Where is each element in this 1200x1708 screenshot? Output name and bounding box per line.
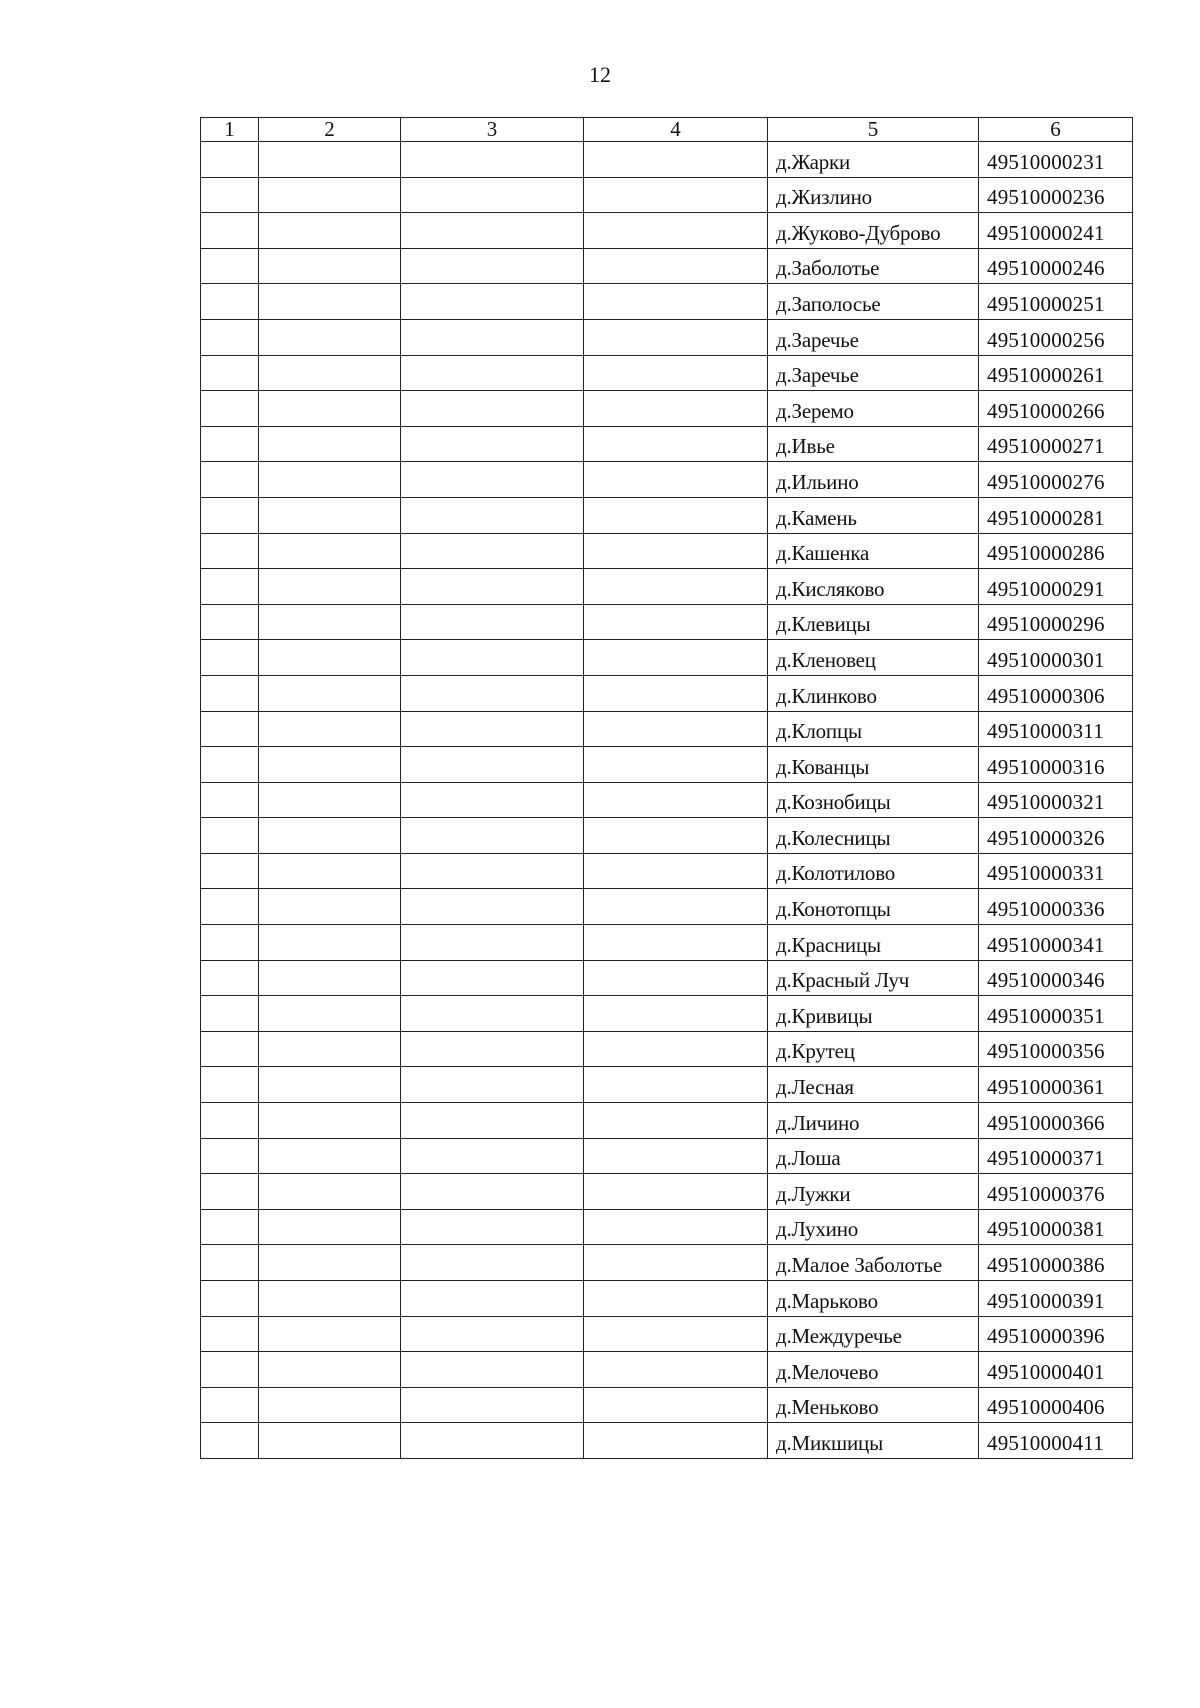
empty-cell-col-2 <box>259 1174 401 1210</box>
empty-cell-col-3 <box>401 213 584 249</box>
oktmo-code-cell: 49510000391 <box>979 1281 1133 1317</box>
table-row <box>201 711 1133 747</box>
empty-cell-col-1 <box>201 1031 259 1067</box>
empty-cell-col-3 <box>401 818 584 854</box>
empty-cell-col-2 <box>259 462 401 498</box>
empty-cell-col-1 <box>201 853 259 889</box>
settlement-name-cell: д.Мелочево <box>768 1352 979 1388</box>
settlement-name-cell: д.Малое Заболотье <box>768 1245 979 1281</box>
table-row <box>201 1245 1133 1281</box>
empty-cell-col-3 <box>401 604 584 640</box>
empty-cell-col-1 <box>201 533 259 569</box>
table-row <box>201 1387 1133 1423</box>
empty-cell-col-1 <box>201 1174 259 1210</box>
empty-cell-col-3 <box>401 284 584 320</box>
empty-cell-col-2 <box>259 248 401 284</box>
empty-cell-col-1 <box>201 925 259 961</box>
settlement-name-cell: д.Колесницы <box>768 818 979 854</box>
empty-cell-col-2 <box>259 391 401 427</box>
empty-cell-col-3 <box>401 747 584 783</box>
empty-cell-col-2 <box>259 996 401 1032</box>
table-row <box>201 747 1133 783</box>
empty-cell-col-1 <box>201 177 259 213</box>
page-number: 12 <box>589 62 611 87</box>
empty-cell-col-3 <box>401 1031 584 1067</box>
settlement-name-cell: д.Крутец <box>768 1031 979 1067</box>
empty-cell-col-1 <box>201 1209 259 1245</box>
empty-cell-col-2 <box>259 284 401 320</box>
table-row <box>201 177 1133 213</box>
empty-cell-col-1 <box>201 1067 259 1103</box>
empty-cell-col-1 <box>201 248 259 284</box>
settlement-name-cell: д.Кованцы <box>768 747 979 783</box>
empty-cell-col-2 <box>259 319 401 355</box>
oktmo-code-cell: 49510000401 <box>979 1352 1133 1388</box>
empty-cell-col-2 <box>259 675 401 711</box>
empty-cell-col-1 <box>201 497 259 533</box>
empty-cell-col-4 <box>584 1138 768 1174</box>
empty-cell-col-4 <box>584 248 768 284</box>
empty-cell-col-2 <box>259 1245 401 1281</box>
empty-cell-col-3 <box>401 996 584 1032</box>
empty-cell-col-2 <box>259 1352 401 1388</box>
empty-cell-col-4 <box>584 711 768 747</box>
empty-cell-col-4 <box>584 853 768 889</box>
empty-cell-col-3 <box>401 853 584 889</box>
empty-cell-col-2 <box>259 1031 401 1067</box>
empty-cell-col-3 <box>401 1209 584 1245</box>
empty-cell-col-4 <box>584 1103 768 1139</box>
empty-cell-col-3 <box>401 533 584 569</box>
table-row <box>201 533 1133 569</box>
settlement-name-cell: д.Заболотье <box>768 248 979 284</box>
empty-cell-col-3 <box>401 1103 584 1139</box>
empty-cell-col-2 <box>259 355 401 391</box>
empty-cell-col-1 <box>201 1423 259 1459</box>
oktmo-code-cell: 49510000316 <box>979 747 1133 783</box>
empty-cell-col-2 <box>259 569 401 605</box>
table-row <box>201 248 1133 284</box>
settlement-name-cell: д.Жизлино <box>768 177 979 213</box>
settlement-name-cell: д.Жарки <box>768 142 979 178</box>
oktmo-code-cell: 49510000301 <box>979 640 1133 676</box>
oktmo-code-cell: 49510000346 <box>979 960 1133 996</box>
empty-cell-col-1 <box>201 1138 259 1174</box>
empty-cell-col-4 <box>584 319 768 355</box>
empty-cell-col-2 <box>259 960 401 996</box>
empty-cell-col-1 <box>201 1387 259 1423</box>
empty-cell-col-1 <box>201 1316 259 1352</box>
table-row <box>201 889 1133 925</box>
settlement-name-cell: д.Клопцы <box>768 711 979 747</box>
empty-cell-col-2 <box>259 1281 401 1317</box>
empty-cell-col-3 <box>401 426 584 462</box>
empty-cell-col-3 <box>401 1174 584 1210</box>
oktmo-code-cell: 49510000291 <box>979 569 1133 605</box>
empty-cell-col-3 <box>401 782 584 818</box>
empty-cell-col-2 <box>259 1423 401 1459</box>
empty-cell-col-3 <box>401 1281 584 1317</box>
settlement-name-cell: д.Лухино <box>768 1209 979 1245</box>
empty-cell-col-3 <box>401 675 584 711</box>
empty-cell-col-3 <box>401 319 584 355</box>
empty-cell-col-1 <box>201 818 259 854</box>
empty-cell-col-4 <box>584 426 768 462</box>
oktmo-code-cell: 49510000271 <box>979 426 1133 462</box>
table-row <box>201 604 1133 640</box>
empty-cell-col-1 <box>201 1281 259 1317</box>
table-row <box>201 1423 1133 1459</box>
empty-cell-col-1 <box>201 355 259 391</box>
empty-cell-col-4 <box>584 1316 768 1352</box>
empty-cell-col-3 <box>401 497 584 533</box>
header-col-2: 2 <box>259 118 401 142</box>
empty-cell-col-3 <box>401 1245 584 1281</box>
oktmo-code-cell: 49510000336 <box>979 889 1133 925</box>
settlement-name-cell: д.Микшицы <box>768 1423 979 1459</box>
header-row <box>201 118 1133 142</box>
empty-cell-col-2 <box>259 925 401 961</box>
table-row <box>201 1209 1133 1245</box>
empty-cell-col-2 <box>259 1067 401 1103</box>
empty-cell-col-2 <box>259 1387 401 1423</box>
empty-cell-col-3 <box>401 925 584 961</box>
oktmo-code-cell: 49510000341 <box>979 925 1133 961</box>
empty-cell-col-3 <box>401 391 584 427</box>
oktmo-code-cell: 49510000386 <box>979 1245 1133 1281</box>
empty-cell-col-3 <box>401 142 584 178</box>
table-row <box>201 1352 1133 1388</box>
settlement-name-cell: д.Жуково-Дуброво <box>768 213 979 249</box>
empty-cell-col-3 <box>401 889 584 925</box>
empty-cell-col-4 <box>584 675 768 711</box>
header-col-3: 3 <box>401 118 584 142</box>
oktmo-code-cell: 49510000356 <box>979 1031 1133 1067</box>
empty-cell-col-4 <box>584 818 768 854</box>
empty-cell-col-4 <box>584 925 768 961</box>
settlement-name-cell: д.Лесная <box>768 1067 979 1103</box>
table-row <box>201 426 1133 462</box>
empty-cell-col-4 <box>584 889 768 925</box>
oktmo-code-cell: 49510000376 <box>979 1174 1133 1210</box>
oktmo-code-cell: 49510000351 <box>979 996 1133 1032</box>
oktmo-code-cell: 49510000296 <box>979 604 1133 640</box>
empty-cell-col-3 <box>401 177 584 213</box>
settlement-name-cell: д.Колотилово <box>768 853 979 889</box>
empty-cell-col-1 <box>201 747 259 783</box>
empty-cell-col-1 <box>201 960 259 996</box>
table-row <box>201 462 1133 498</box>
empty-cell-col-4 <box>584 462 768 498</box>
empty-cell-col-2 <box>259 889 401 925</box>
empty-cell-col-2 <box>259 818 401 854</box>
empty-cell-col-4 <box>584 142 768 178</box>
empty-cell-col-4 <box>584 497 768 533</box>
empty-cell-col-1 <box>201 1245 259 1281</box>
empty-cell-col-3 <box>401 1387 584 1423</box>
settlement-name-cell: д.Клевицы <box>768 604 979 640</box>
table-row <box>201 818 1133 854</box>
settlement-name-cell: д.Камень <box>768 497 979 533</box>
empty-cell-col-4 <box>584 1352 768 1388</box>
empty-cell-col-3 <box>401 355 584 391</box>
empty-cell-col-4 <box>584 747 768 783</box>
settlement-name-cell: д.Заречье <box>768 355 979 391</box>
oktmo-code-cell: 49510000396 <box>979 1316 1133 1352</box>
table-row <box>201 497 1133 533</box>
empty-cell-col-1 <box>201 711 259 747</box>
oktmo-code-cell: 49510000241 <box>979 213 1133 249</box>
table-row <box>201 640 1133 676</box>
oktmo-code-cell: 49510000261 <box>979 355 1133 391</box>
settlement-name-cell: д.Заполосье <box>768 284 979 320</box>
table-row <box>201 1138 1133 1174</box>
settlement-name-cell: д.Заречье <box>768 319 979 355</box>
empty-cell-col-3 <box>401 960 584 996</box>
oktmo-code-cell: 49510000266 <box>979 391 1133 427</box>
empty-cell-col-1 <box>201 675 259 711</box>
empty-cell-col-4 <box>584 213 768 249</box>
table-row <box>201 284 1133 320</box>
table-row <box>201 675 1133 711</box>
table-body <box>201 142 1133 1459</box>
empty-cell-col-2 <box>259 497 401 533</box>
empty-cell-col-4 <box>584 533 768 569</box>
empty-cell-col-2 <box>259 1316 401 1352</box>
settlement-name-cell: д.Красницы <box>768 925 979 961</box>
oktmo-code-cell: 49510000306 <box>979 675 1133 711</box>
empty-cell-col-1 <box>201 604 259 640</box>
oktmo-code-cell: 49510000231 <box>979 142 1133 178</box>
empty-cell-col-2 <box>259 604 401 640</box>
empty-cell-col-1 <box>201 640 259 676</box>
oktmo-code-cell: 49510000361 <box>979 1067 1133 1103</box>
table-row <box>201 1174 1133 1210</box>
empty-cell-col-2 <box>259 1103 401 1139</box>
empty-cell-col-3 <box>401 1067 584 1103</box>
oktmo-code-cell: 49510000331 <box>979 853 1133 889</box>
empty-cell-col-2 <box>259 1138 401 1174</box>
header-col-1: 1 <box>201 118 259 142</box>
empty-cell-col-4 <box>584 1387 768 1423</box>
settlement-name-cell: д.Кисляково <box>768 569 979 605</box>
oktmo-code-cell: 49510000411 <box>979 1423 1133 1459</box>
table-row <box>201 569 1133 605</box>
settlement-name-cell: д.Лужки <box>768 1174 979 1210</box>
empty-cell-col-2 <box>259 142 401 178</box>
settlement-name-cell: д.Красный Луч <box>768 960 979 996</box>
table-row <box>201 1281 1133 1317</box>
empty-cell-col-2 <box>259 711 401 747</box>
empty-cell-col-2 <box>259 1209 401 1245</box>
oktmo-code-cell: 49510000366 <box>979 1103 1133 1139</box>
empty-cell-col-1 <box>201 1103 259 1139</box>
settlement-name-cell: д.Кашенка <box>768 533 979 569</box>
empty-cell-col-2 <box>259 640 401 676</box>
empty-cell-col-4 <box>584 1423 768 1459</box>
empty-cell-col-4 <box>584 355 768 391</box>
settlement-name-cell: д.Личино <box>768 1103 979 1139</box>
empty-cell-col-4 <box>584 1281 768 1317</box>
table-row <box>201 782 1133 818</box>
settlements-table <box>200 117 1133 1459</box>
oktmo-code-cell: 49510000381 <box>979 1209 1133 1245</box>
oktmo-code-cell: 49510000286 <box>979 533 1133 569</box>
settlement-name-cell: д.Междуречье <box>768 1316 979 1352</box>
empty-cell-col-4 <box>584 1209 768 1245</box>
empty-cell-col-3 <box>401 640 584 676</box>
header-col-4: 4 <box>584 118 768 142</box>
empty-cell-col-3 <box>401 1138 584 1174</box>
empty-cell-col-4 <box>584 782 768 818</box>
oktmo-code-cell: 49510000321 <box>979 782 1133 818</box>
table-row <box>201 1103 1133 1139</box>
settlement-name-cell: д.Ивье <box>768 426 979 462</box>
empty-cell-col-1 <box>201 142 259 178</box>
empty-cell-col-3 <box>401 462 584 498</box>
settlement-name-cell: д.Клинково <box>768 675 979 711</box>
empty-cell-col-3 <box>401 1423 584 1459</box>
empty-cell-col-4 <box>584 640 768 676</box>
empty-cell-col-2 <box>259 533 401 569</box>
oktmo-code-cell: 49510000276 <box>979 462 1133 498</box>
table-row <box>201 1031 1133 1067</box>
settlement-name-cell: д.Марьково <box>768 1281 979 1317</box>
empty-cell-col-2 <box>259 177 401 213</box>
table-row <box>201 853 1133 889</box>
empty-cell-col-1 <box>201 284 259 320</box>
header-col-6: 6 <box>979 118 1133 142</box>
table-row <box>201 355 1133 391</box>
table-row <box>201 1067 1133 1103</box>
table-row <box>201 391 1133 427</box>
empty-cell-col-3 <box>401 248 584 284</box>
empty-cell-col-4 <box>584 1174 768 1210</box>
settlement-name-cell: д.Ильино <box>768 462 979 498</box>
empty-cell-col-4 <box>584 284 768 320</box>
empty-cell-col-1 <box>201 569 259 605</box>
empty-cell-col-3 <box>401 569 584 605</box>
table-row <box>201 319 1133 355</box>
table-header <box>201 118 1133 142</box>
empty-cell-col-4 <box>584 1245 768 1281</box>
table-row <box>201 1316 1133 1352</box>
settlement-name-cell: д.Конотопцы <box>768 889 979 925</box>
empty-cell-col-4 <box>584 177 768 213</box>
table-row <box>201 213 1133 249</box>
empty-cell-col-4 <box>584 1031 768 1067</box>
table-row <box>201 925 1133 961</box>
empty-cell-col-4 <box>584 1067 768 1103</box>
table-row <box>201 960 1133 996</box>
settlement-name-cell: д.Лоша <box>768 1138 979 1174</box>
empty-cell-col-3 <box>401 1352 584 1388</box>
oktmo-code-cell: 49510000256 <box>979 319 1133 355</box>
empty-cell-col-1 <box>201 319 259 355</box>
empty-cell-col-1 <box>201 462 259 498</box>
empty-cell-col-2 <box>259 853 401 889</box>
settlement-name-cell: д.Кознобицы <box>768 782 979 818</box>
empty-cell-col-1 <box>201 391 259 427</box>
oktmo-code-cell: 49510000406 <box>979 1387 1133 1423</box>
empty-cell-col-2 <box>259 747 401 783</box>
header-col-5: 5 <box>768 118 979 142</box>
oktmo-code-cell: 49510000326 <box>979 818 1133 854</box>
empty-cell-col-3 <box>401 1316 584 1352</box>
table-row <box>201 996 1133 1032</box>
settlement-name-cell: д.Меньково <box>768 1387 979 1423</box>
empty-cell-col-2 <box>259 213 401 249</box>
settlement-name-cell: д.Кленовец <box>768 640 979 676</box>
empty-cell-col-1 <box>201 996 259 1032</box>
settlement-name-cell: д.Зеремо <box>768 391 979 427</box>
empty-cell-col-4 <box>584 391 768 427</box>
empty-cell-col-4 <box>584 960 768 996</box>
empty-cell-col-1 <box>201 889 259 925</box>
empty-cell-col-1 <box>201 1352 259 1388</box>
empty-cell-col-4 <box>584 569 768 605</box>
oktmo-code-cell: 49510000371 <box>979 1138 1133 1174</box>
table-row <box>201 142 1133 178</box>
settlement-name-cell: д.Кривицы <box>768 996 979 1032</box>
oktmo-code-cell: 49510000236 <box>979 177 1133 213</box>
empty-cell-col-4 <box>584 604 768 640</box>
oktmo-code-cell: 49510000246 <box>979 248 1133 284</box>
empty-cell-col-1 <box>201 426 259 462</box>
oktmo-code-cell: 49510000281 <box>979 497 1133 533</box>
oktmo-code-cell: 49510000251 <box>979 284 1133 320</box>
empty-cell-col-2 <box>259 782 401 818</box>
empty-cell-col-1 <box>201 213 259 249</box>
empty-cell-col-2 <box>259 426 401 462</box>
empty-cell-col-1 <box>201 782 259 818</box>
oktmo-code-cell: 49510000311 <box>979 711 1133 747</box>
empty-cell-col-4 <box>584 996 768 1032</box>
empty-cell-col-3 <box>401 711 584 747</box>
